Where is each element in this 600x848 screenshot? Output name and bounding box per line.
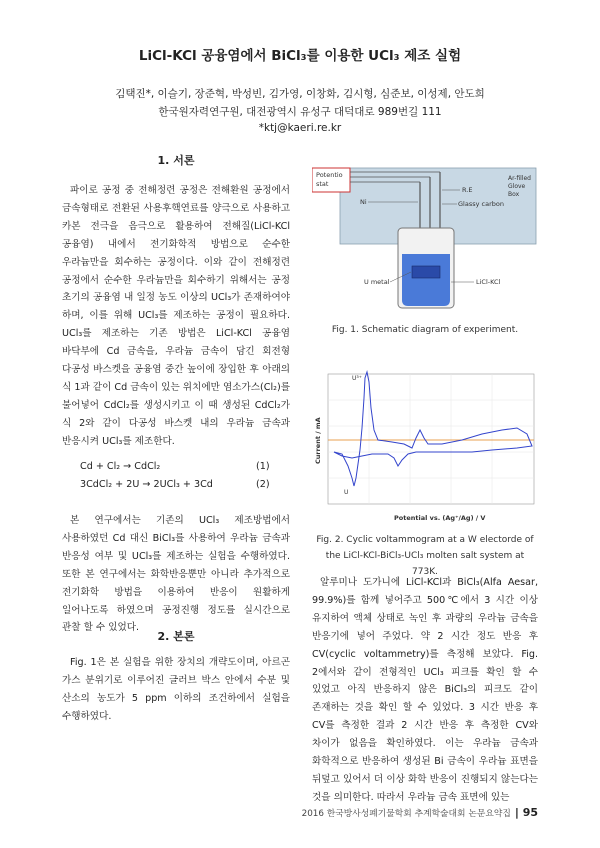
glovebox-label: Ar-filled bbox=[508, 175, 531, 182]
fig2-caption: Fig. 2. Cyclic voltammogram at a W electorde of the LiCl-KCl-BiCl₃-UCl₃ molten salt system at 773K. bbox=[316, 535, 534, 577]
licl-kcl-label: LiCl-KCl bbox=[476, 278, 501, 286]
molten-salt bbox=[402, 254, 450, 306]
intro-heading: 1. 서론 bbox=[157, 154, 195, 167]
fig1-caption: Fig. 1. Schematic diagram of experiment. bbox=[331, 325, 519, 335]
equation-1 bbox=[80, 458, 270, 475]
equation-1-number: (1) bbox=[256, 461, 270, 472]
glovebox-label-3: Box bbox=[508, 191, 520, 198]
equation-2-number: (2) bbox=[256, 479, 270, 490]
re-label: R.E bbox=[462, 186, 473, 194]
page-footer bbox=[302, 806, 538, 819]
body-paragraph-1: Fig. 1은 본 실험을 위한 장치의 개략도이며, 아르곤 가스 분위기로 이루어진 글러브 박스 안에서 수분 및 산소의 농도가 5 ppm 이하의 조건하에서 실험을 수행하였다. bbox=[62, 657, 290, 722]
potentiostat-label: Potentio bbox=[316, 171, 343, 179]
intro-paragraph-2: 본 연구에서는 기존의 UCl₃ 제조방법에서 사용하였던 Cd 대신 BiCl₃를 사용하여 우라늄 금속과 반응성 여부 및 UCl₃를 제조하는 실험을 수행하였다. 또한 본 연구에서는 화학반응뿐만 아니라 추가적으로 전기화학 방법을 이용하여 반응이 원활하게 일어나도록 하였으며 공정진행 정도를 실시간으로 관찰 할 수 있었다. bbox=[62, 515, 290, 634]
author-list: 김택진*, 이슬기, 장준혁, 박성빈, 김가영, 이창화, 김시형, 심준보, 이성제, 안도희 bbox=[115, 88, 485, 100]
glovebox-label-2: Glove bbox=[508, 183, 526, 190]
peak-label-bottom: U bbox=[344, 489, 349, 496]
y-axis-label: Current / mA bbox=[314, 417, 322, 464]
potentiostat-label-2: stat bbox=[316, 180, 329, 188]
body-heading: 2. 본론 bbox=[157, 630, 195, 643]
fig1-schematic bbox=[312, 158, 538, 316]
author-email: *ktj@kaeri.re.kr bbox=[258, 122, 342, 134]
x-axis-label: Potential vs. (Ag⁺/Ag) / V bbox=[394, 514, 486, 522]
ni-label: Ni bbox=[360, 198, 367, 206]
footer-text: 2016 한국방사성폐기물학회 추계학술대회 논문요약집 bbox=[301, 809, 511, 819]
page-number: | 95 bbox=[514, 806, 538, 819]
equation-1-text: Cd + Cl₂ → CdCl₂ bbox=[80, 461, 161, 472]
affiliation: 한국원자력연구원, 대전광역시 유성구 대덕대로 989번길 111 bbox=[158, 106, 442, 118]
intro-paragraph-1: 파이로 공정 중 전해정련 공정은 전해환원 공정에서 금속형태로 전환된 사용후핵연료를 양극으로 사용하고 카본 전극을 음극으로 활용하여 전해질(LiCl-KCl 공융염) 내에서 전기화학적 방법으로 순수한 우라늄만을 회수하는 공정이다. 이와 같이 전해정련 공정에서 순수한 우라늄만을 회수하기 위해서는 공정 초기의 공융염 내 일정 농도 이상의 UCl₃가 존재하여야 하며, 이를 위해 UCl₃를 제조하는 공정이 필요하다. UCl₃를 제조하는 기존 방법은 LiCl-KCl 공융염 바닥부에 Cd 금속을, 우라늄 금속이 담긴 회전형 다공성 바스켓을 공융염 중간 높이에 장입한 후 아래의 식 1과 같이 Cd 금속이 있는 위치에만 염소가스(Cl₂)를 불어넣어 CdCl₂를 생성시키고 이 때 생성된 CdCl₂가 식 2와 같이 다공성 바스켓 내의 우라늄 금속과 반응시켜 UCl₃를 제조한다. bbox=[62, 185, 290, 447]
u-metal-label: U metal bbox=[364, 278, 390, 286]
equation-2 bbox=[80, 476, 270, 493]
right-paragraph-1: 알루미나 도가니에 LiCl-KCl과 BiCl₃(Alfa Aesar, 99.9%)를 함께 넣어주고 500℃에서 3 시간 이상 유지하여 액체 상태로 녹인 후 과량의 우라늄 금속을 반응기에 넣어 주었다. 약 2 시간 정도 반응 후 CV(cyclic voltammetry)를 측정해 보았다. Fig. 2에서와 같이 전형적인 UCl₃ 피크를 확인 할 수 있었고 아직 반응하지 않은 BiCl₃의 피크도 같이 존재하는 것을 확인 할 수 있었다. 3 시간 반응 후 CV를 측정한 결과 2 시간 반응 후 측정한 CV와 차이가 없음을 확인하였다. 이는 우라늄 금속과 화학적으로 반응하여 생성된 Bi 금속이 우라늄 표면을 뒤덮고 있어서 더 이상 화학 반응이 진행되지 않는다는 것을 의미한다. 따라서 우라늄 금속 표면에 있는 bbox=[312, 577, 538, 803]
fig2-cv-plot bbox=[312, 368, 538, 528]
u-metal-basket bbox=[412, 266, 440, 278]
peak-label-top: U³⁺ bbox=[352, 375, 362, 382]
paper-title: LiCl-KCl 공융염에서 BiCl₃를 이용한 UCl₃ 제조 실험 bbox=[138, 48, 462, 64]
equation-2-text: 3CdCl₂ + 2U → 2UCl₃ + 3Cd bbox=[80, 479, 213, 490]
glassy-carbon-label: Glassy carbon bbox=[458, 200, 504, 208]
plot-frame bbox=[328, 374, 534, 504]
